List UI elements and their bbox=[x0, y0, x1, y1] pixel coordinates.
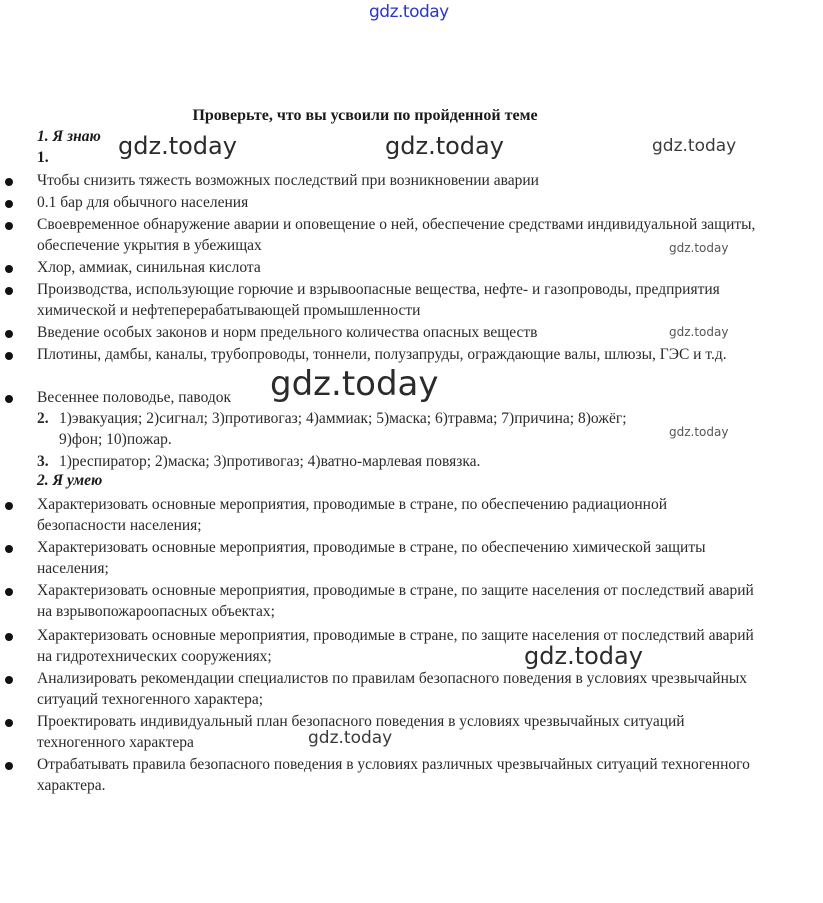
list-item: Отрабатывать правила безопасного поведения в условиях различных чрезвычайных ситуаций техногенного характера. bbox=[37, 756, 750, 794]
bullet bbox=[5, 633, 13, 641]
watermark: gdz.today bbox=[308, 728, 393, 748]
bullet bbox=[5, 178, 13, 186]
watermark: gdz.today bbox=[652, 136, 737, 156]
watermark: gdz.today bbox=[270, 364, 439, 404]
list-item: Характеризовать основные мероприятия, проводимые в стране, по защите населения от последствий аварий на гидротехнических сооружениях; bbox=[37, 627, 754, 665]
watermark-top[interactable]: gdz.today bbox=[369, 2, 449, 22]
bullet bbox=[5, 352, 13, 360]
bullet bbox=[5, 676, 13, 684]
bullet bbox=[5, 719, 13, 727]
bullet bbox=[5, 222, 13, 230]
bullet bbox=[5, 502, 13, 510]
item-number: 3. bbox=[37, 453, 49, 470]
list-item: Плотины, дамбы, каналы, трубопроводы, тоннели, полузапруды, ограждающие валы, шлюзы, ГЭС и т.д. bbox=[37, 346, 727, 363]
list-item: Введение особых законов и норм предельного количества опасных веществ bbox=[37, 324, 538, 341]
list-item: Анализировать рекомендации специалистов по правилам безопасного поведения в условиях чрезвычайных ситуаций техногенного характера; bbox=[37, 670, 748, 708]
bullet bbox=[5, 588, 13, 596]
bullet bbox=[5, 330, 13, 338]
bullet bbox=[5, 265, 13, 273]
watermark: gdz.today bbox=[669, 425, 729, 439]
list-item: Производства, использующие горючие и взрывоопасные вещества, нефте- и газопроводы, предприятия химической и нефтеперерабатывающей промышленности bbox=[37, 281, 720, 319]
answer-text-continued: 9)фон; 10)пожар. bbox=[59, 431, 172, 448]
sub-number: 1. bbox=[37, 149, 49, 166]
list-item: Весеннее половодье, паводок bbox=[37, 389, 232, 406]
list-item: Хлор, аммиак, синильная кислота bbox=[37, 259, 261, 276]
answer-text: 1)респиратор; 2)маска; 3)противогаз; 4)ватно-марлевая повязка. bbox=[59, 453, 481, 470]
bullet bbox=[5, 762, 13, 770]
page-title: Проверьте, что вы усвоили по пройденной теме bbox=[192, 107, 538, 124]
watermark: gdz.today bbox=[118, 132, 237, 160]
answer-line-3 bbox=[37, 451, 757, 472]
list-item: Своевременное обнаружение аварии и оповещение о ней, обеспечение средствами индивидуальной защиты, обеспечение укрытия в убежищах bbox=[37, 216, 756, 254]
section-heading-can: 2. Я умею bbox=[37, 472, 103, 489]
answer-line-2 bbox=[37, 408, 757, 450]
list-item: 0.1 бар для обычного населения bbox=[37, 194, 249, 211]
watermark: gdz.today bbox=[524, 642, 643, 670]
bullet bbox=[5, 287, 13, 295]
section-heading-know: 1. Я знаю bbox=[37, 128, 101, 145]
list-item: Характеризовать основные мероприятия, проводимые в стране, по обеспечению радиационной безопасности населения; bbox=[37, 496, 667, 534]
watermark: gdz.today bbox=[385, 132, 504, 160]
watermark: gdz.today bbox=[669, 325, 729, 339]
bullet bbox=[5, 545, 13, 553]
list-item: Характеризовать основные мероприятия, проводимые в стране, по обеспечению химической защиты населения; bbox=[37, 539, 706, 577]
bullet bbox=[5, 395, 13, 403]
list-item: Чтобы снизить тяжесть возможных последствий при возникновении аварии bbox=[37, 172, 539, 189]
answer-text: 1)эвакуация; 2)сигнал; 3)противогаз; 4)аммиак; 5)маска; 6)травма; 7)причина; 8)ожёг; bbox=[59, 410, 627, 427]
bullet bbox=[5, 200, 13, 208]
item-number: 2. bbox=[37, 410, 49, 427]
list-item: Характеризовать основные мероприятия, проводимые в стране, по защите населения от последствий аварий на взрывопожароопасных объектах; bbox=[37, 582, 754, 620]
list-item: Проектировать индивидуальный план безопасного поведения в условиях чрезвычайных ситуаций техногенного характера bbox=[37, 713, 685, 751]
watermark: gdz.today bbox=[669, 241, 729, 255]
